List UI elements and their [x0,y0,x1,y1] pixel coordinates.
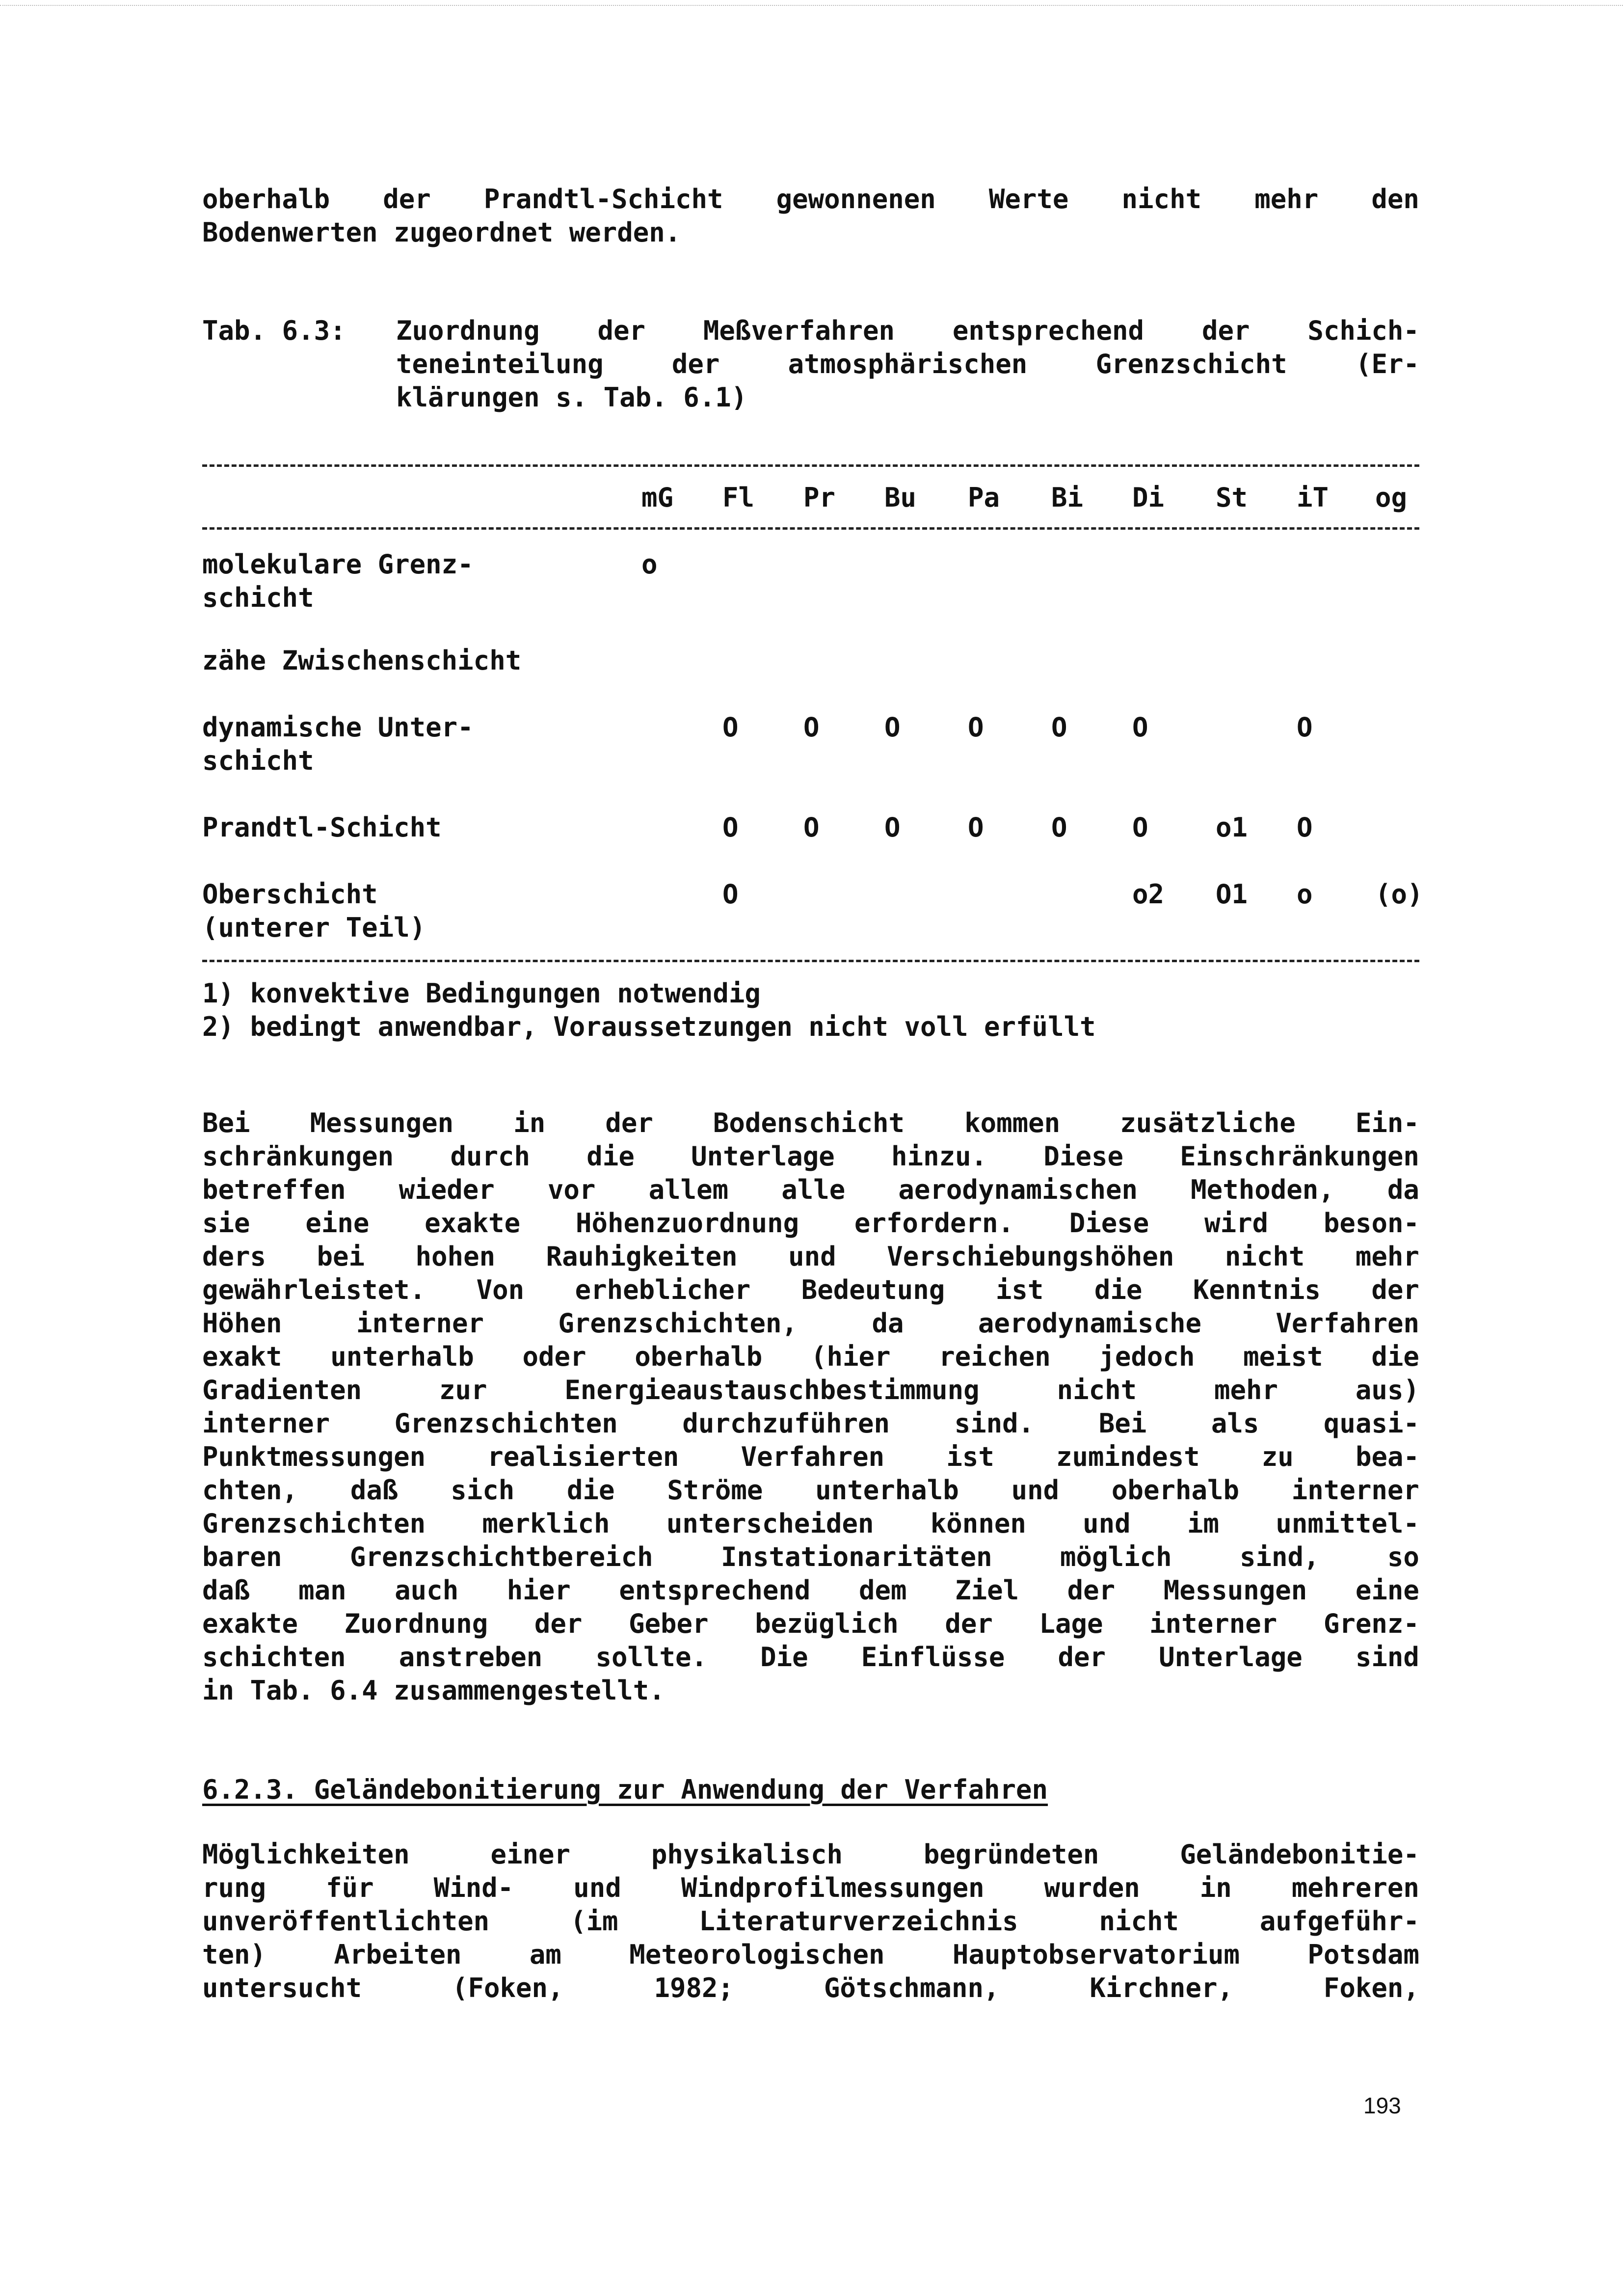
table-cell: O [803,712,820,743]
word: Grenzschichtbereich [349,1541,653,1572]
word: bei [317,1241,365,1272]
word: Rauhigkeiten [546,1241,738,1272]
word: aerodynamischen [898,1174,1138,1205]
text-line [202,1574,1419,1607]
column-header: Fl [722,482,755,513]
word: Unterlage [691,1141,835,1172]
word: Messungen [310,1107,454,1138]
word: nicht [1121,184,1202,215]
word: Götschmann, [824,1972,1000,2003]
column-header: mG [641,482,674,513]
word: aufgeführ- [1259,1906,1419,1937]
word: Bodenschicht [713,1107,905,1138]
row-label: dynamische Unter- schicht [202,712,474,776]
word: für [326,1872,374,1903]
word: Windprofilmessungen [681,1872,984,1903]
text-line [202,1240,1419,1273]
word: sind. [954,1408,1035,1439]
word: beson- [1323,1208,1419,1239]
word: da [872,1308,904,1339]
word: Einschränkungen [1180,1141,1419,1172]
column-header: og [1375,482,1408,513]
word: Foken, [1323,1972,1419,2003]
column-header: Pa [968,482,1000,513]
text-line [202,1905,1419,1938]
word: ders [202,1241,266,1272]
word: atmosphärischen [788,349,1028,379]
word: wurden [1044,1872,1140,1903]
word: eine [305,1208,370,1239]
word: und [573,1872,621,1903]
word: Schich- [1307,315,1419,346]
table-footnotes [202,977,1419,1044]
text-line [202,1140,1419,1173]
word: der [671,349,720,379]
table-cell: (o) [1375,879,1423,910]
word: unterhalb [330,1341,474,1372]
word: eine [1355,1575,1419,1606]
word: schichten [202,1642,346,1673]
word: in [1199,1872,1232,1903]
word: Bedeutung [801,1274,945,1305]
word: der [945,1608,993,1639]
section-heading: 6.2.3. Geländebonitierung zur Anwendung der Verfahren [202,1774,1048,1805]
word: Potsdam [1307,1939,1419,1970]
word: Meßverfahren [703,315,895,346]
word: Lage [1039,1608,1103,1639]
word: Höhenzuordnung [575,1208,799,1239]
table-cell: O [1051,712,1067,743]
table-cell: O [803,812,820,843]
footnote: 2) bedingt anwendbar, Voraussetzungen nicht voll erfüllt [202,1011,1096,1042]
word: der [1058,1642,1106,1673]
table-cell: O [722,879,739,910]
word: Unterlage [1159,1642,1303,1673]
word: Punktmessungen [202,1441,426,1472]
text-line [202,1972,1419,2005]
word: Instationaritäten [721,1541,992,1572]
word: hohen [415,1241,496,1272]
word: sind, [1239,1541,1320,1572]
word: bezüglich [755,1608,899,1639]
table-caption-text [396,314,1419,414]
word: unterscheiden [666,1508,874,1539]
text-line [202,1173,1419,1207]
row-label: molekulare Grenz- schicht [202,549,474,613]
word: baren [202,1541,282,1572]
word: schränkungen [202,1141,394,1172]
word: die [1371,1341,1419,1372]
intro-text [202,183,1419,249]
word: mehr [1254,184,1319,215]
word: untersucht [202,1972,362,2003]
text-line [202,1838,1419,1871]
row-label: zähe Zwischenschicht [202,645,522,676]
page-number: 193 [1363,2093,1401,2118]
text-line [202,1407,1419,1440]
table-rule-bottom [202,960,1419,962]
word: Geländebonitie- [1180,1839,1419,1870]
caption-line [396,348,1419,381]
word: Hauptobservatorium [952,1939,1240,1970]
word: Geber [629,1608,709,1639]
word: physikalisch [651,1839,843,1870]
word: interner [1149,1608,1277,1639]
word: sollte. [595,1642,708,1673]
word: der [534,1608,583,1639]
word: oberhalb [635,1341,763,1372]
word: Zuordnung [344,1608,488,1639]
word: können [930,1508,1026,1539]
word: entsprechend [952,315,1144,346]
paragraph-1 [202,1107,1419,1707]
word: gewährleistet. [202,1274,426,1305]
word: Diese [1043,1141,1123,1172]
word: den [1371,184,1419,215]
word: dem [858,1575,907,1606]
table-cell: O [884,712,901,743]
footnote: 1) konvektive Bedingungen notwendig [202,978,761,1009]
word: exakte [202,1608,298,1639]
word: teneinteilung [396,349,604,379]
caption-line: klärungen s. Tab. 6.1) [396,382,747,413]
text-line: Bodenwerten zugeordnet werden. [202,217,681,248]
word: Werte [988,184,1069,215]
column-header: St [1216,482,1248,513]
word: unveröffentlichten [202,1906,490,1937]
word: jedoch [1099,1341,1195,1372]
word: hinzu. [891,1141,987,1172]
word: Energieaustauschbestimmung [564,1375,980,1405]
word: nicht [1057,1375,1137,1405]
word: unterhalb [815,1475,959,1506]
table-cell: o [641,549,658,580]
word: und [788,1241,836,1272]
word: chten, [202,1475,298,1506]
table-cell: o1 [1216,812,1248,843]
word: so [1387,1541,1419,1572]
word: Ströme [667,1475,763,1506]
text-line [202,1871,1419,1905]
word: Von [476,1274,525,1305]
word: Zuordnung [396,315,540,346]
word: interner [202,1408,330,1439]
word: interner [356,1308,484,1339]
word: die [567,1475,615,1506]
word: 1982; [654,1972,734,2003]
word: oberhalb [202,184,330,215]
word: die [586,1141,635,1172]
column-header: Bi [1051,482,1084,513]
word: exakt [202,1341,282,1372]
word: der [383,184,431,215]
word: Grenzschichten [394,1408,618,1439]
word: sich [451,1475,515,1506]
word: als [1211,1408,1259,1439]
text-line [202,1440,1419,1474]
word: exakte [425,1208,521,1239]
word: Grenzschichten [202,1508,426,1539]
text-line [202,1540,1419,1574]
text-line [202,1641,1419,1674]
table-cell: O [722,712,739,743]
word: realisierten [487,1441,679,1472]
word: anstreben [399,1642,543,1673]
table-cell: O1 [1216,879,1248,910]
word: Methoden, [1191,1174,1334,1205]
word: alle [781,1174,846,1205]
word: Ein- [1355,1107,1419,1138]
word: zumindest [1056,1441,1200,1472]
word: oberhalb [1111,1475,1240,1506]
word: Die [760,1642,808,1673]
column-header: Di [1132,482,1165,513]
word: meist [1243,1341,1323,1372]
word: Höhen [202,1308,282,1339]
word: allem [648,1174,729,1205]
row-label: Prandtl-Schicht [202,812,442,843]
word: zusätzliche [1120,1107,1296,1138]
table-cell: O [722,812,739,843]
word: rung [202,1872,266,1903]
word: merklich [482,1508,610,1539]
table-cell: O [968,812,984,843]
table-cell: O [884,812,901,843]
word: der [1201,315,1250,346]
word: hier [506,1575,571,1606]
word: begründeten [923,1839,1099,1870]
word: ist [995,1274,1044,1305]
word: wieder [399,1174,495,1205]
column-header: Pr [803,482,836,513]
word: Verfahren [1276,1308,1419,1339]
word: Verschiebungshöhen [887,1241,1174,1272]
word: Arbeiten [334,1939,462,1970]
word: mehr [1355,1241,1419,1272]
table-cell: O [1297,812,1313,843]
word: unmittel- [1276,1508,1419,1539]
word: Einflüsse [861,1642,1005,1673]
word: ist [946,1441,994,1472]
word: Gradienten [202,1375,362,1405]
word: Kirchner, [1090,1972,1233,2003]
word: ten) [202,1939,266,1970]
word: sie [202,1208,250,1239]
word: nicht [1099,1906,1179,1937]
word: Bei [1098,1408,1147,1439]
word: wird [1204,1208,1269,1239]
word: Wind- [433,1872,514,1903]
word: zur [439,1375,487,1405]
word: und [1083,1508,1131,1539]
text-line [202,1207,1419,1240]
word: Grenz- [1323,1608,1419,1639]
word: Kenntnis [1193,1274,1321,1305]
word: (hier [810,1341,891,1372]
word: nicht [1224,1241,1305,1272]
word: vor [547,1174,596,1205]
word: auch [395,1575,459,1606]
word: quasi- [1323,1408,1419,1439]
word: Möglichkeiten [202,1839,410,1870]
word: der [1371,1274,1419,1305]
word: Verfahren [741,1441,885,1472]
table-caption-label: Tab. 6.3: [202,315,346,346]
word: Ziel [955,1575,1019,1606]
text-line [202,1507,1419,1540]
scan-edge [0,5,1623,6]
text-line [202,1607,1419,1641]
table-rule-top [202,464,1419,467]
word: sind [1355,1642,1419,1673]
word: daß [202,1575,250,1606]
word: Bei [202,1107,250,1138]
word: im [1187,1508,1220,1539]
word: die [1094,1274,1143,1305]
word: Prandtl-Schicht [483,184,723,215]
text-line [202,183,1419,216]
word: oder [522,1341,586,1372]
word: der [597,315,646,346]
text-line [202,1374,1419,1407]
table-cell: o2 [1132,879,1165,910]
word: durchzuführen [682,1408,890,1439]
table-cell: o [1297,879,1313,910]
word: interner [1291,1475,1419,1506]
word: der [605,1107,653,1138]
word: Grenzschicht [1095,349,1287,379]
text-line [202,1307,1419,1340]
column-header: Bu [884,482,917,513]
text-line [202,1340,1419,1374]
word: betreffen [202,1174,346,1205]
caption-line [396,314,1419,348]
word: (im [570,1906,618,1937]
row-label: Oberschicht (unterer Teil) [202,879,426,943]
paragraph-2 [202,1838,1419,2005]
column-header: iT [1297,482,1329,513]
word: aus) [1355,1375,1419,1405]
word: Meteorologischen [629,1939,885,1970]
text-line [202,1107,1419,1140]
word: mehr [1214,1375,1278,1405]
word: entsprechend [619,1575,811,1606]
word: Messungen [1163,1575,1307,1606]
text-line [202,1938,1419,1972]
table-cell: O [1297,712,1313,743]
word: mehreren [1291,1872,1419,1903]
word: man [298,1575,346,1606]
word: der [1067,1575,1116,1606]
table-cell: O [1132,712,1148,743]
word: da [1387,1174,1419,1205]
word: einer [490,1839,571,1870]
word: erfordern. [854,1208,1014,1239]
word: gewonnenen [776,184,936,215]
word: und [1011,1475,1060,1506]
text-line: in Tab. 6.4 zusammengestellt. [202,1675,665,1706]
word: durch [450,1141,530,1172]
word: zu [1261,1441,1294,1472]
word: (Foken, [452,1972,564,2003]
word: kommen [964,1107,1061,1138]
word: Literaturverzeichnis [699,1906,1018,1937]
word: bea- [1355,1441,1419,1472]
text-line [202,1474,1419,1507]
word: am [529,1939,561,1970]
text-line [202,1273,1419,1307]
word: möglich [1060,1541,1172,1572]
word: aerodynamische [978,1308,1202,1339]
word: Grenzschichten, [558,1308,798,1339]
table-cell: O [1132,812,1148,843]
word: (Er- [1355,349,1419,379]
word: reichen [939,1341,1051,1372]
table-cell: O [1051,812,1067,843]
table-cell: O [968,712,984,743]
word: Diese [1069,1208,1149,1239]
word: erheblicher [575,1274,751,1305]
word: daß [350,1475,399,1506]
word: in [513,1107,546,1138]
table-rule-header [202,527,1419,530]
